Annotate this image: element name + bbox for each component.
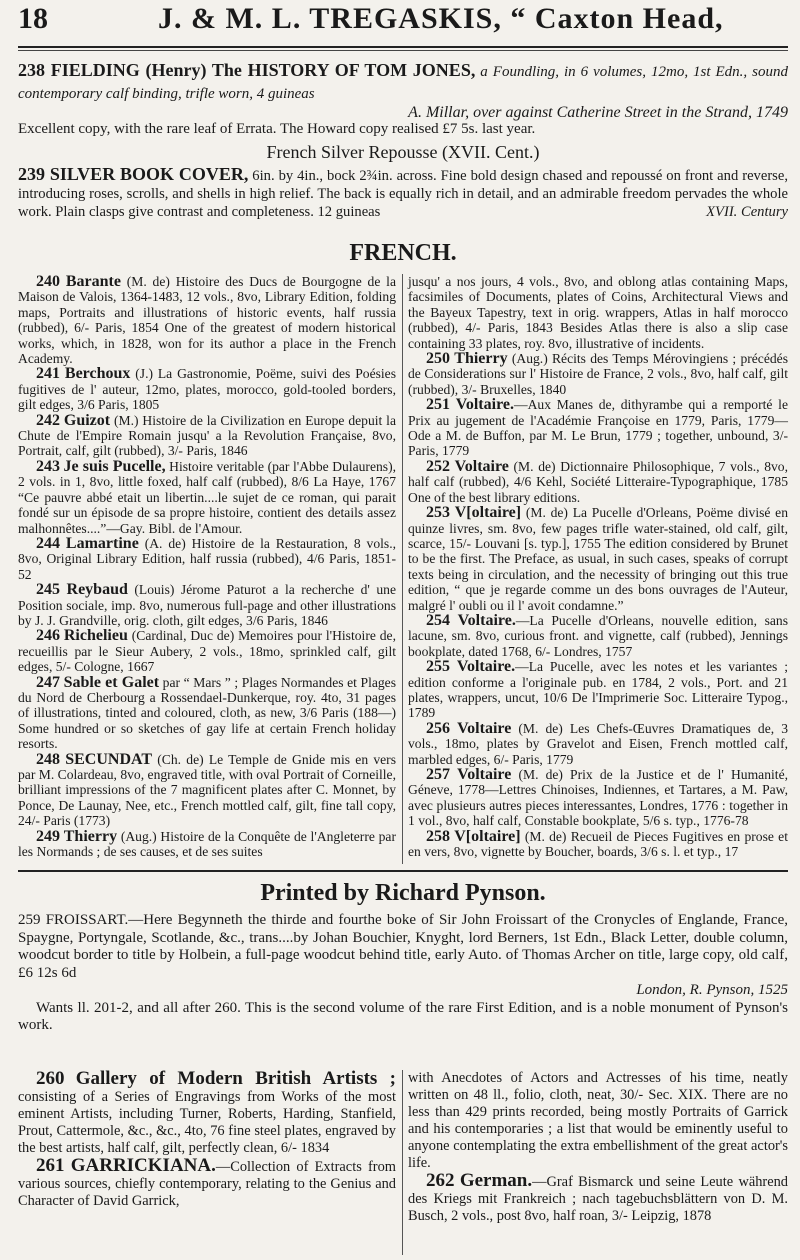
entry-name: Reybaud xyxy=(66,581,128,599)
entry-260-text: consisting of a Series of Engravings from Works of the most eminent Artists, including Turner, Roberts, Harding, Stanfield, Prout, Cattermole, &c., &c., 4to, 76 fine steel plates, engraved by the best artists, half calf, gilt, perfectly clean, 6/- 1834 xyxy=(18,1089,396,1156)
header-rule xyxy=(18,46,788,48)
entry-text: —La Pucelle, avec les notes et les variantes ; edition conforme a l'originale pub. en 1784, 2 vols., Port. and 21 plates, wrappers, uncut, 10/6 De l'Imprimerie Soc. Litteraire Typog., 1789 xyxy=(408,659,788,721)
entry-text: (M. de) Prix de la Justice et de l' Humanité, Géneve, 1778—Lettres Chinoises, Indiennes, et Tartares, a M. Paw, avec plusieurs autres pieces interessantes, Londres, 1776 : together in 1 vol., 8vo, half calf, Constable bookplate, 5/6 s. typ., 1776-78 xyxy=(408,767,788,829)
entry-239 xyxy=(18,164,788,221)
catalogue-entry xyxy=(408,659,788,721)
entry-text: (M.) Histoire de la Civilization en Europe depuit la Chute de l'Empire Romain jusqu' a la Revolution Française, 8vo, Portrait, calf, gilt (rubbed), 3/- Paris, 1846 xyxy=(18,412,396,459)
entry-261 xyxy=(18,1157,396,1210)
entry-259-note: Wants ll. 201-2, and all after 260. This is the second volume of the rare First Edition, and is a noble monument of Pynson's work. xyxy=(18,999,788,1033)
entry-name: Sable et Galet xyxy=(63,673,160,691)
catalogue-page xyxy=(18,0,788,1260)
entry-text: (M. de) Les Chefs-Œuvres Dramatiques de, 3 vols., 18mo, plates by Gravelot and Eisen, French mottled calf, marbled edges, 6/- Paris, 1779 xyxy=(408,720,788,767)
entry-name: Voltaire. xyxy=(456,658,516,676)
entry-number: 250 xyxy=(426,350,450,368)
entry-name: Thierry xyxy=(454,350,508,368)
entry-260 xyxy=(18,1070,396,1157)
entry-text: (J.) La Gastronomie, Poëme, suivi des Poésies fugitives de l' auteur, 12mo, plates, morocco, gold-tooled borders, gilt edges, 3/6 Paris, 1805 xyxy=(18,366,396,413)
catalogue-entry xyxy=(408,351,788,397)
publisher-name: J. & M. L. TREGASKIS, “ Caxton Head, xyxy=(158,2,724,35)
entry-number: 240 xyxy=(36,273,60,290)
entry-number: 246 xyxy=(36,627,60,645)
catalogue-entry xyxy=(18,582,396,628)
catalogue-entry xyxy=(408,721,788,767)
page-header xyxy=(18,0,788,46)
catalogue-entry xyxy=(408,829,788,860)
column-divider xyxy=(402,274,403,864)
entry-name: Voltaire. xyxy=(457,611,516,629)
entry-260-name: Gallery of Modern British Artists ; xyxy=(75,1068,396,1089)
entry-262-text: —Graf Bismarck und seine Leute während des Kriegs mit Frankreich ; nach tagebuchsblättern von D. M. Busch, 2 vols., post 8vo, half roan, 3/- Leipzig, 1878 xyxy=(408,1174,788,1224)
column-divider-bottom xyxy=(402,1070,403,1255)
french-left-column xyxy=(18,274,396,859)
entry-number: 247 xyxy=(36,673,60,691)
catalogue-entry xyxy=(18,536,396,582)
entry-number: 255 xyxy=(426,658,450,676)
entry-number: 244 xyxy=(36,534,60,552)
entry-text: (Aug.) Histoire de la Conquête de l'Angleterre par les Normands ; de ses causes, et de ses suites xyxy=(18,828,396,860)
entry-261-name: GARRICKIANA. xyxy=(70,1155,216,1176)
entry-238-imprint: A. Millar, over against Catherine Street in the Strand, 1749 xyxy=(408,104,788,121)
entry-259-text: 259 FROISSART.—Here Begynneth the thirde and fourthe boke of Sir John Froissart of the Cronycles of Englande, France, Spaygne, Portyngale, Scotlande, &c., trans....by Johan Bouchier, Knyght, lord Berners, 1st Edn., Black Letter, double column, woodcut border to title by Holbein, a full-page woodcut behind title, early Auto. of Thomas Archer on title, large copy, old calf, £6 12s 6d xyxy=(18,912,788,981)
entry-name: Voltaire. xyxy=(455,396,514,414)
entry-name: Je suis Pucelle, xyxy=(63,457,166,475)
entry-text: Histoire veritable (par l'Abbe Dulaurens), 2 vols. in 1, 8vo, little foxed, half calf (rubbed), 8/6 La Haye, 1767 “Ce pauvre abbé etait un libertin....le sujet de ce roman, qui parait fondé sur un épisode de sa propre histoire, contient des details assez malhonnêtes....”—Gay. Bibl. de l'Amour. xyxy=(18,458,397,536)
entry-238-head: 238 FIELDING (Henry) The HISTORY OF TOM JONES, xyxy=(18,60,476,80)
entry-name: Lamartine xyxy=(65,534,139,552)
catalogue-entry xyxy=(408,397,788,459)
entry-262-num: 262 xyxy=(426,1170,455,1191)
entry-number: 249 xyxy=(36,827,60,845)
entry-text: (M. de) La Pucelle d'Orleans, Poëme divisé en quinze livres, sm. 8vo, few pages trifle water-stained, old calf, gilt, scarce, 15/- Louvani [s. typ.], 1755 The edition considered by Brunet to be the first. The Preface, as usual, in such cases, speaks of corrupt texts being in circulation, and the necessity of bringing out this true edition, “ que je regarde comme un des bons ouvrages de l'Auteur, malgré l' oubli ou il l' avoit condamne.” xyxy=(408,505,788,613)
catalogue-entry xyxy=(18,752,396,829)
entry-text: (Cardinal, Duc de) Memoires pour l'Histoire de, recueillis par le Sieur Aubery, 2 vols., 18mo, sprinkled calf, gilt edges, 5/- Cologne, 1667 xyxy=(18,628,396,675)
catalogue-entry xyxy=(408,613,788,659)
entry-239-text: 6in. by 4in., bock 2¾in. across. Fine bold design chased and repoussé on front and reverse, introducing roses, scrolls, and shells in high relief. The back is equally rich in detail, and an admirable freedom pervades the whole work. Plain clasps give contrast and completeness. 12 guineas xyxy=(18,168,788,220)
section-silver: French Silver Repousse (XVII. Cent.) xyxy=(266,142,540,162)
entry-number: 254 xyxy=(426,611,450,629)
entry-text: —Aux Manes de, dithyrambe qui a remporté le Prix au jugement de l'Académie Françoise en 1779, Paris, 1779—Ode a M. de Buffon, par M. Le Brun, 1779 ; together, unbound, 3/- Paris, 1779 xyxy=(408,397,788,459)
entry-number: 241 xyxy=(36,365,60,383)
entry-number: 245 xyxy=(36,581,60,599)
entry-number: 257 xyxy=(426,766,450,783)
entry-239-period: XVII. Century xyxy=(706,204,788,220)
entry-name: Guizot xyxy=(63,411,111,429)
entry-number: 243 xyxy=(36,457,60,475)
entry-261-num: 261 xyxy=(36,1155,65,1176)
entry-name: V[oltaire] xyxy=(454,827,521,845)
entry-261-continued: with Anecdotes of Actors and Actresses of his time, neatly written on 48 ll., folio, cloth, neat, 30/- Sec. XIX. There are no less than 429 prints recorded, being mostly Portraits of Garrick and his contemporaries ; a list that would be eminently useful to anyone contemplating the extra embellishment of the great actor's life. xyxy=(408,1070,788,1171)
entry-259-imprint: London, R. Pynson, 1525 xyxy=(636,982,788,998)
entry-text: (A. de) Histoire de la Restauration, 8 vols., 8vo, Original Library Edition, half russia (rubbed), 4/6 Paris, 1851-52 xyxy=(18,535,396,582)
entry-number: 252 xyxy=(426,457,450,475)
catalogue-entry xyxy=(408,274,788,351)
entry-261-text: —Collection of Extracts from various sources, chiefly contemporary, relating to the Genius and Character of David Garrick, xyxy=(18,1159,396,1209)
entry-number: 248 xyxy=(36,750,60,768)
entry-text: —La Pucelle d'Orleans, nouvelle edition, sans lacune, sm. 8vo, curious front. and vignette, calf (rubbed), Jennings bookplate, dated 1768, 6/- Londres, 1757 xyxy=(408,612,788,659)
entry-261-continued-262 xyxy=(408,1070,788,1225)
section-pynson: Printed by Richard Pynson. xyxy=(260,880,546,906)
entry-name: Voltaire xyxy=(457,719,512,737)
french-right-column xyxy=(408,274,788,859)
entry-259 xyxy=(18,912,788,1035)
entry-text: (Aug.) Récits des Temps Mérovingiens ; précédés de Considerations sur l' Histoire de France, 2 vols., 8vo, half calf, gilt (rubbed), 3/- Bruxelles, 1840 xyxy=(408,351,788,397)
entry-text: (M. de) Recueil de Pieces Fugitives en prose et en vers, 8vo, vignette by Boucher, boards, 3/6 s. l. et typ., 17 xyxy=(408,828,788,860)
entry-name: Voltaire xyxy=(454,457,509,475)
entry-260-num: 260 xyxy=(36,1068,65,1089)
header-rule-thin xyxy=(18,50,788,51)
entry-name: SECUNDAT xyxy=(65,750,153,768)
entry-text: par “ Mars ” ; Plages Normandes et Plages du Nord de Cherbourg a Rossendael-Dunkerque, roy. 4to, 31 pages of illustrations, tinted and coloured, cloth, as new, 3/6 Paris (188—) Some hundred or so sketches of gay life at certain French holiday resorts. xyxy=(18,674,396,752)
catalogue-entry xyxy=(408,767,788,829)
entry-239-head: 239 SILVER BOOK COVER, xyxy=(18,164,249,184)
entry-number: 258 xyxy=(426,827,450,845)
entry-262-name: German. xyxy=(459,1170,533,1191)
catalogue-entry xyxy=(18,413,396,459)
entry-262 xyxy=(408,1172,788,1225)
entry-name: V[oltaire] xyxy=(454,504,522,522)
page-number: 18 xyxy=(18,2,48,35)
catalogue-entry xyxy=(18,459,396,536)
entry-number: 242 xyxy=(36,411,60,429)
entry-text: (M. de) Histoire des Ducs de Bourgogne de la Maison de Valois, 1364-1483, 12 vols., 8vo, Library Edition, folding maps, Portraits and illustrations of historic events, half russia (rubbed), 6/- Paris, 1854 One of the greatest of modern historical works, which, in 1828, won for its author a place in the French Academy. xyxy=(18,274,396,367)
catalogue-entry xyxy=(408,459,788,505)
entry-238-rest: a Foundling, in 6 volumes, 12mo, 1st Edn., sound contemporary calf binding, trifle worn, 4 guineas xyxy=(18,64,788,102)
entry-number: 256 xyxy=(426,719,450,737)
entry-text: (M. de) Dictionnaire Philosophique, 7 vols., 8vo, half calf (rubbed), 4/6 Kehl, Société Litteraire-Typographique, 1785 One of the best library editions. xyxy=(408,458,788,505)
entry-name: Voltaire xyxy=(457,766,512,783)
entry-name: Barante xyxy=(65,273,121,290)
entry-text: (Louis) Jérome Paturot a la recherche d' une Position sociale, imp. 8vo, numerous full-page and other illustrations by J. J. Grandville, orig. cloth, gilt edges, 3/6 Paris, 1846 xyxy=(18,582,396,628)
catalogue-entry xyxy=(18,675,396,752)
catalogue-entry xyxy=(18,274,396,366)
entry-260-261 xyxy=(18,1070,396,1210)
section-french: FRENCH. xyxy=(349,240,457,266)
entry-238-note: Excellent copy, with the rare leaf of Errata. The Howard copy realised £7 5s. last year. xyxy=(18,121,536,137)
entry-text: (Ch. de) Le Temple de Gnide mis en vers par M. Colardeau, 8vo, engraved title, with oval Portrait of Corneille, brilliant impressions of the 7 magnificent plates after C. Monnet, by Ponce, De Launay, Nee, etc., French mottled calf, gilt, fine tall copy, 24/- Paris (1773) xyxy=(18,751,396,829)
entry-name: Thierry xyxy=(63,827,118,845)
catalogue-entry xyxy=(408,505,788,613)
entry-name: Richelieu xyxy=(63,627,128,645)
entry-number: 253 xyxy=(426,504,450,522)
entry-238 xyxy=(18,60,788,138)
entry-text: jusqu' a nos jours, 4 vols., 8vo, and oblong atlas containing Maps, facsimiles of Documents, plates of Coins, Architectural Views and the Bayeux Tapestry, text in orig. wrappers, Atlas in half morocco (rubbed), 4/- Paris, 1843 Besides Atlas there is also a slip case containing 33 plates, roy. 8vo, illustrative of incidents. xyxy=(408,274,788,351)
catalogue-entry xyxy=(18,628,396,674)
entry-name: Berchoux xyxy=(64,365,131,383)
catalogue-entry xyxy=(18,829,396,860)
entry-number: 251 xyxy=(426,396,450,414)
catalogue-entry xyxy=(18,366,396,412)
section-rule xyxy=(18,870,788,872)
